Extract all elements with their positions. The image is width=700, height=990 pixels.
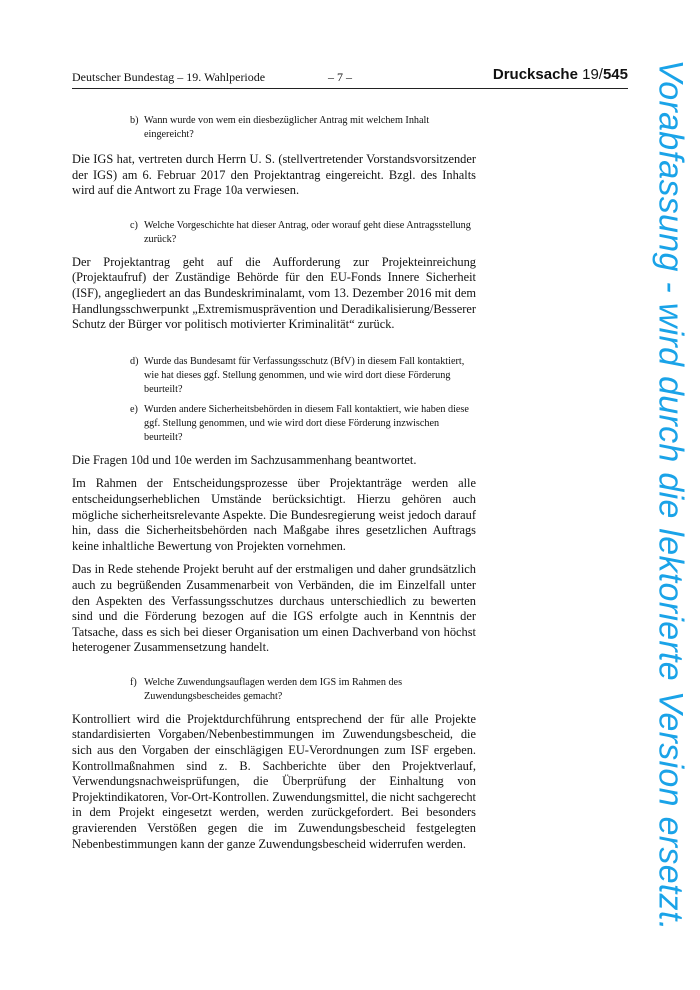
question-text: Wurden andere Sicherheitsbehörden in diesem Fall kontaktiert, wie haben diese ggf. Stellung genommen, und wie wird dort diese Förderung inzwischen beurteilt? — [144, 403, 469, 443]
question-text: Welche Vorgeschichte hat dieser Antrag, oder worauf geht diese Antragsstellung zurück? — [144, 219, 471, 245]
header-parliament: Deutscher Bundestag – 19. Wahlperiode — [72, 70, 266, 84]
question-text: Wann wurde von wem ein diesbezüglicher Antrag mit welchem Inhalt eingereicht? — [144, 115, 430, 140]
document-id: 545 — [602, 66, 628, 83]
preliminary-version-watermark: Vorabfassung - wird durch die lektorierte Version ersetzt. — [651, 59, 690, 931]
question-label: c) — [130, 219, 138, 231]
question-label: e) — [130, 403, 138, 415]
answer-10c: Der Projektantrag geht auf die Aufforderung zur Projekteinreichung (Projektaufruf) der Zuständige Behörde für den EU-Fonds Innere Sicherheit (ISF), angegliedert an das Bundeskriminalamt, vom 13. Dezember 2016 mit dem Handlungsschwerpunkt „Extremismusprävention und Deradikalisierung/Besserer Schutz der Bürger vor politisch motivierter Kriminalität“ zurück. — [72, 254, 476, 332]
question-text: Welche Zuwendungsauflagen werden dem IGS im Rahmen des Zuwendungsbescheides gemacht? — [144, 676, 403, 702]
answer-10de-intro: Die Fragen 10d und 10e werden im Sachzusammenhang beantwortet. — [72, 452, 417, 467]
question-label: f) — [130, 676, 137, 688]
document-period: 19/ — [582, 66, 603, 83]
document-body — [72, 114, 476, 852]
question-10b — [130, 114, 476, 142]
document-label: Drucksache — [492, 66, 578, 83]
question-10d — [130, 355, 476, 397]
question-10e — [130, 403, 476, 445]
answer-10de-paragraph-2: Das in Rede stehende Projekt beruht auf der erstmaligen und daher grundsätzlich auch zu begrüßenden Zusammenarbeit von Verbänden, die im Einzelfall unter den Aspekten des Verfassungsschutzes durchaus unterschiedlich zu bewerten sind und die Förderung bezogen auf die IGS erfolgte auch in Kenntnis der Tatsache, dass es sich bei dieser Organisation um einen Dachverband von höchst heterogener Zusammensetzung handelt. — [72, 562, 476, 655]
question-label: b) — [130, 115, 139, 126]
answer-10de-paragraph-1: Im Rahmen der Entscheidungsprozesse über Projektanträge werden alle entscheidungserheblichen Umstände berücksichtigt. Hierzu gehören auch mögliche sicherheitsrelevante Aspekte. Die Bundesregierung weist jedoch darauf hin, dass die Sicherheitsbehörden nach Maßgabe ihres gesetzlichen Auftrags keine inhaltliche Bewertung von Projekten vornehmen. — [72, 476, 476, 553]
question-10c — [130, 219, 476, 247]
document-number — [493, 66, 628, 83]
question-text: Wurde das Bundesamt für Verfassungsschutz (BfV) in diesem Fall kontaktiert, wie hat dieses ggf. Stellung genommen, und wie wird dort diese Förderung beurteilt? — [144, 355, 465, 395]
question-10f — [130, 676, 476, 704]
page-number: – 7 – — [328, 70, 352, 84]
question-label: d) — [130, 355, 139, 367]
page-header — [72, 66, 628, 89]
answer-10b: Die IGS hat, vertreten durch Herrn U. S. (stellvertretender Vorstandsvorsitzender der IGS) am 6. Februar 2017 den Projektantrag eingereicht. Bzgl. des Inhalts wird auf die Antwort zu Frage 10a verwiesen. — [72, 152, 476, 198]
answer-10f: Kontrolliert wird die Projektdurchführung entsprechend der für alle Projekte standardisierten Vorgaben/Nebenbestimmungen im Zuwendungsbescheid, die sich aus den Vorgaben der einschlägigen EU-Verordnungen zum ISF ergeben. Kontrollmaßnahmen sind z. B. Sachberichte über den Projektverlauf, Verwendungsnachweisprüfungen, die Überprüfung der Einhaltung von Projektindikatoren, Vor-Ort-Kontrollen. Zuwendungsmittel, die nicht sachgerecht in dem Projekt eingesetzt werden, werden zurückgefordert. Bei besonders gravierenden Verstößen gegen die im Zuwendungsbescheid festgelegten Nebenbestimmungen kann der ganze Zuwendungsbescheid widerrufen werden. — [72, 711, 476, 851]
